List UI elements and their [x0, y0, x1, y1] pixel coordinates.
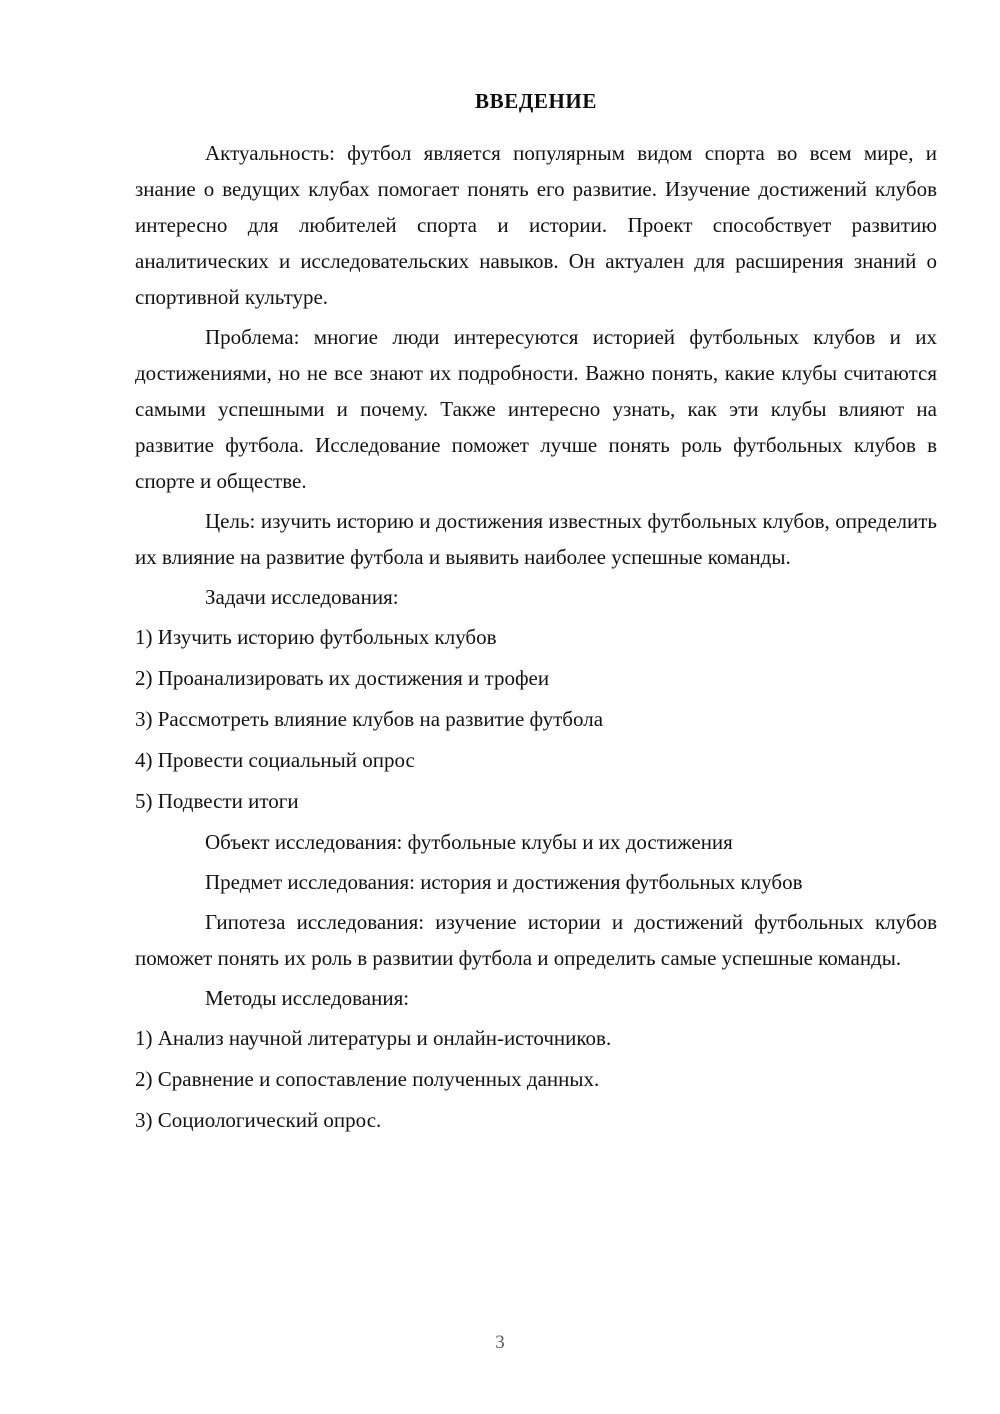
page-number: 3: [495, 1332, 505, 1353]
paragraph-problem: Проблема: многие люди интересуются историей футбольных клубов и их достижениями, но не все знают их подробности. Важно понять, какие клубы считаются самыми успешными и почему. Также интересно узнать, как эти клубы влияют на развитие футбола. Исследование поможет лучше понять роль футбольных клубов в спорте и обществе.: [135, 325, 937, 494]
list-methods: [135, 1020, 937, 1138]
paragraph-goal: Цель: изучить историю и достижения известных футбольных клубов, определить их влияние на развитие футбола и выявить наиболее успешные команды.: [135, 509, 937, 570]
document-body: [135, 88, 937, 1143]
heading-methods: Методы исследования:: [205, 986, 410, 1011]
list-item: 3) Рассмотреть влияние клубов на развитие футбола: [135, 707, 604, 732]
list-item: 2) Сравнение и сопоставление полученных данных.: [135, 1067, 600, 1092]
list-tasks: [135, 619, 937, 819]
list-item: 1) Анализ научной литературы и онлайн-источников.: [135, 1026, 612, 1051]
paragraph-subject: Предмет исследования: история и достижения футбольных клубов: [205, 870, 803, 895]
list-item: 5) Подвести итоги: [135, 789, 299, 814]
page-title: ВВЕДЕНИЕ: [475, 89, 597, 113]
list-item: 3) Социологический опрос.: [135, 1108, 382, 1133]
list-item: 1) Изучить историю футбольных клубов: [135, 625, 497, 650]
paragraph-object: Объект исследования: футбольные клубы и их достижения: [205, 830, 733, 855]
paragraph-relevance: Актуальность: футбол является популярным видом спорта во всем мире, и знание о ведущих клубах помогает понять его развитие. Изучение достижений клубов интересно для любителей спорта и истории. Проект способствует развитию аналитических и исследовательских навыков. Он актуален для расширения знаний о спортивной культуре.: [135, 141, 937, 310]
heading-tasks: Задачи исследования:: [205, 585, 399, 610]
paragraph-hypothesis: Гипотеза исследования: изучение истории и достижений футбольных клубов поможет понять их роль в развитии футбола и определить самые успешные команды.: [135, 910, 937, 971]
list-item: 4) Провести социальный опрос: [135, 748, 415, 773]
list-item: 2) Проанализировать их достижения и трофеи: [135, 666, 550, 691]
